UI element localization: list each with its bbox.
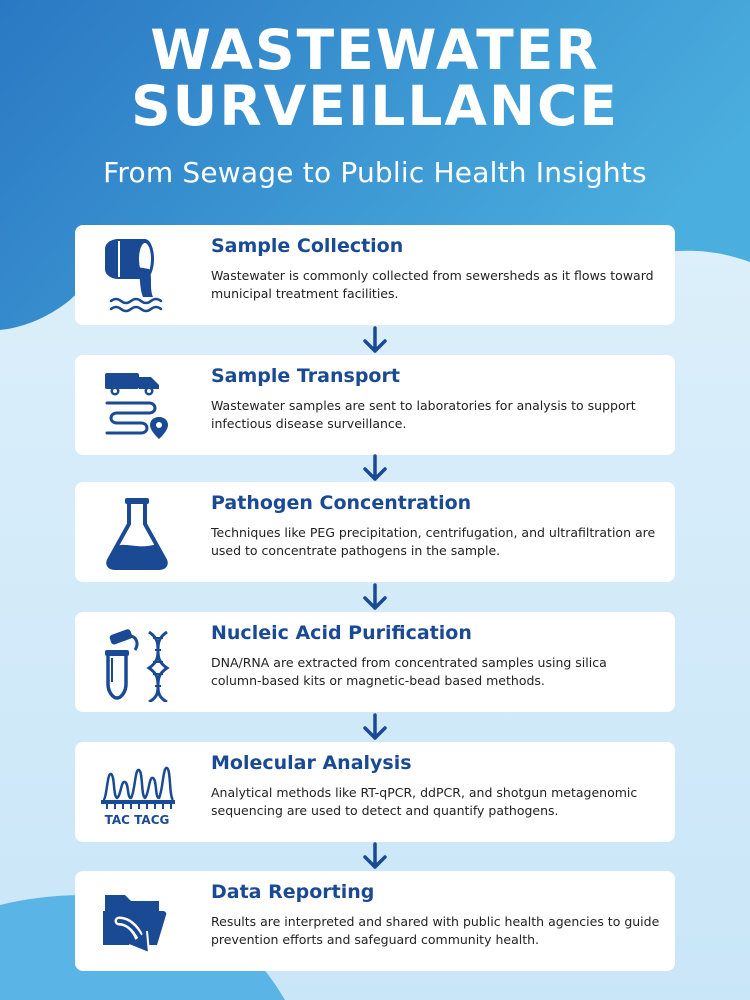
step-title: Nucleic Acid Purification (211, 622, 472, 644)
step-description: Results are interpreted and shared with public health agencies to guide prevention efforts and safeguard community health. (211, 914, 660, 947)
tube-dna-icon (97, 622, 177, 702)
truck-route-icon (97, 365, 177, 445)
sequencing-chromatogram-icon (97, 752, 177, 832)
pipe-outflow-icon (97, 235, 177, 315)
down-arrow-icon (362, 325, 388, 355)
step-title: Sample Transport (211, 365, 400, 387)
down-arrow-icon (362, 453, 388, 483)
step-description: Techniques like PEG precipitation, centrifugation, and ultrafiltration are used to concentrate pathogens in the sample. (211, 525, 656, 558)
title-line-1: WASTEWATER (150, 18, 600, 82)
step-description: Analytical methods like RT-qPCR, ddPCR, and shotgun metagenomic sequencing are used to detect and quantify pathogens. (211, 785, 638, 818)
down-arrow-icon (362, 582, 388, 612)
sequence-label: TAC TACG (104, 813, 170, 827)
step-card-sample-collection (75, 225, 675, 325)
down-arrow-icon (362, 712, 388, 742)
step-title: Data Reporting (211, 881, 375, 903)
page-subtitle: From Sewage to Public Health Insights (103, 156, 647, 189)
step-description: DNA/RNA are extracted from concentrated samples using silica column-based kits or magnetic-bead based methods. (211, 655, 607, 688)
step-card-pathogen-concentration (75, 482, 675, 582)
step-card-data-reporting (75, 871, 675, 971)
step-card-molecular-analysis (75, 742, 675, 842)
step-card-nucleic-acid-purification (75, 612, 675, 712)
down-arrow-icon (362, 841, 388, 871)
header (0, 18, 750, 189)
folder-arrow-icon (97, 881, 177, 961)
title-line-2: SURVEILLANCE (131, 74, 619, 138)
step-card-sample-transport (75, 355, 675, 455)
page-title (0, 18, 750, 138)
step-title: Pathogen Concentration (211, 492, 472, 514)
step-title: Sample Collection (211, 235, 404, 257)
step-description: Wastewater samples are sent to laboratories for analysis to support infectious disease surveillance. (211, 398, 636, 431)
step-description: Wastewater is commonly collected from sewersheds as it flows toward municipal treatment facilities. (211, 268, 654, 301)
flask-icon (97, 492, 177, 572)
step-title: Molecular Analysis (211, 752, 412, 774)
